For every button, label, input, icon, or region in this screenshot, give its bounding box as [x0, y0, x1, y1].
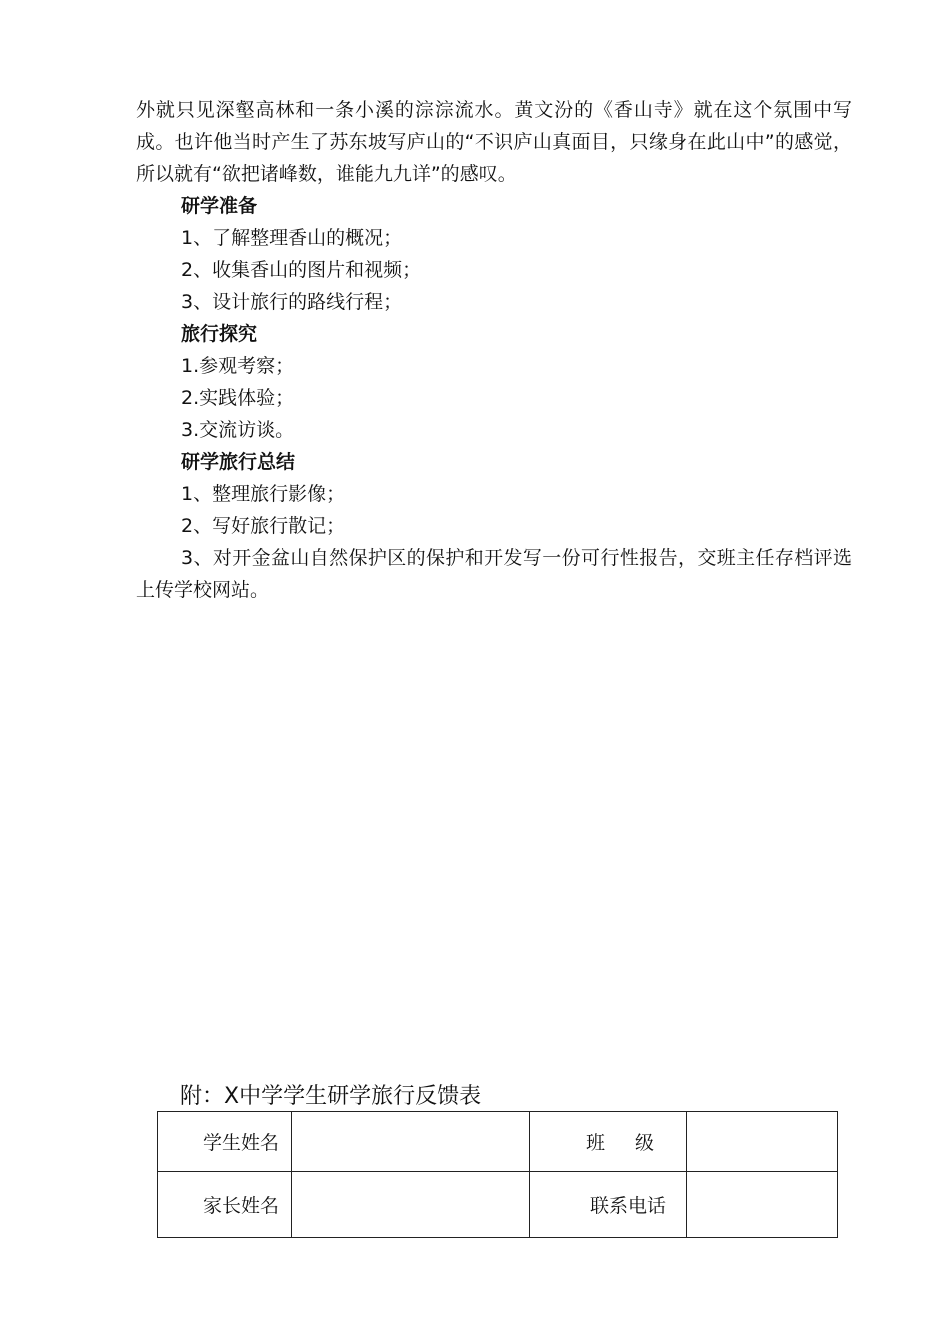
list-item: 2、收集香山的图片和视频； [181, 259, 422, 281]
table-row [158, 1172, 838, 1238]
list-item: 1、了解整理香山的概况； [181, 227, 403, 249]
list-item: 3.交流访谈。 [181, 419, 295, 441]
table-row [158, 1112, 838, 1172]
section-heading-exploration: 旅行探究 [181, 323, 258, 345]
list-item: 3、对开金盆山自然保护区的保护和开发写一份可行性报告，交班主任存档评选上传学校网站。 [136, 547, 852, 601]
list-item: 1.参观考察； [181, 355, 295, 377]
class-label [530, 1112, 687, 1172]
list-item: 3、设计旅行的路线行程； [181, 291, 403, 313]
list-item: 2.实践体验； [181, 387, 295, 409]
phone-label: 联系电话 [530, 1172, 687, 1238]
student-name-field[interactable] [292, 1112, 530, 1172]
section-heading-summary: 研学旅行总结 [181, 451, 296, 473]
list-item: 1、整理旅行影像； [181, 483, 346, 505]
document-body [136, 94, 852, 606]
class-field[interactable] [687, 1112, 838, 1172]
student-name-label: 学生姓名 [158, 1112, 292, 1172]
intro-paragraph: 外就只见深壑高林和一条小溪的淙淙流水。黄文汾的《香山寺》就在这个氛围中写成。也许他当时产生了苏东坡写庐山的“不识庐山真面目，只缘身在此山中”的感觉，所以就有“欲把诸峰数，谁能九九详”的感叹。 [136, 99, 852, 185]
appendix-title: 附：X中学学生研学旅行反馈表 [180, 1084, 482, 1109]
parent-name-label: 家长姓名 [158, 1172, 292, 1238]
phone-field[interactable] [687, 1172, 838, 1238]
feedback-table [157, 1111, 838, 1238]
section-heading-preparation: 研学准备 [181, 195, 258, 217]
list-item: 2、写好旅行散记； [181, 515, 346, 537]
parent-name-field[interactable] [292, 1172, 530, 1238]
class-label-text: 班 级 [585, 1132, 666, 1154]
